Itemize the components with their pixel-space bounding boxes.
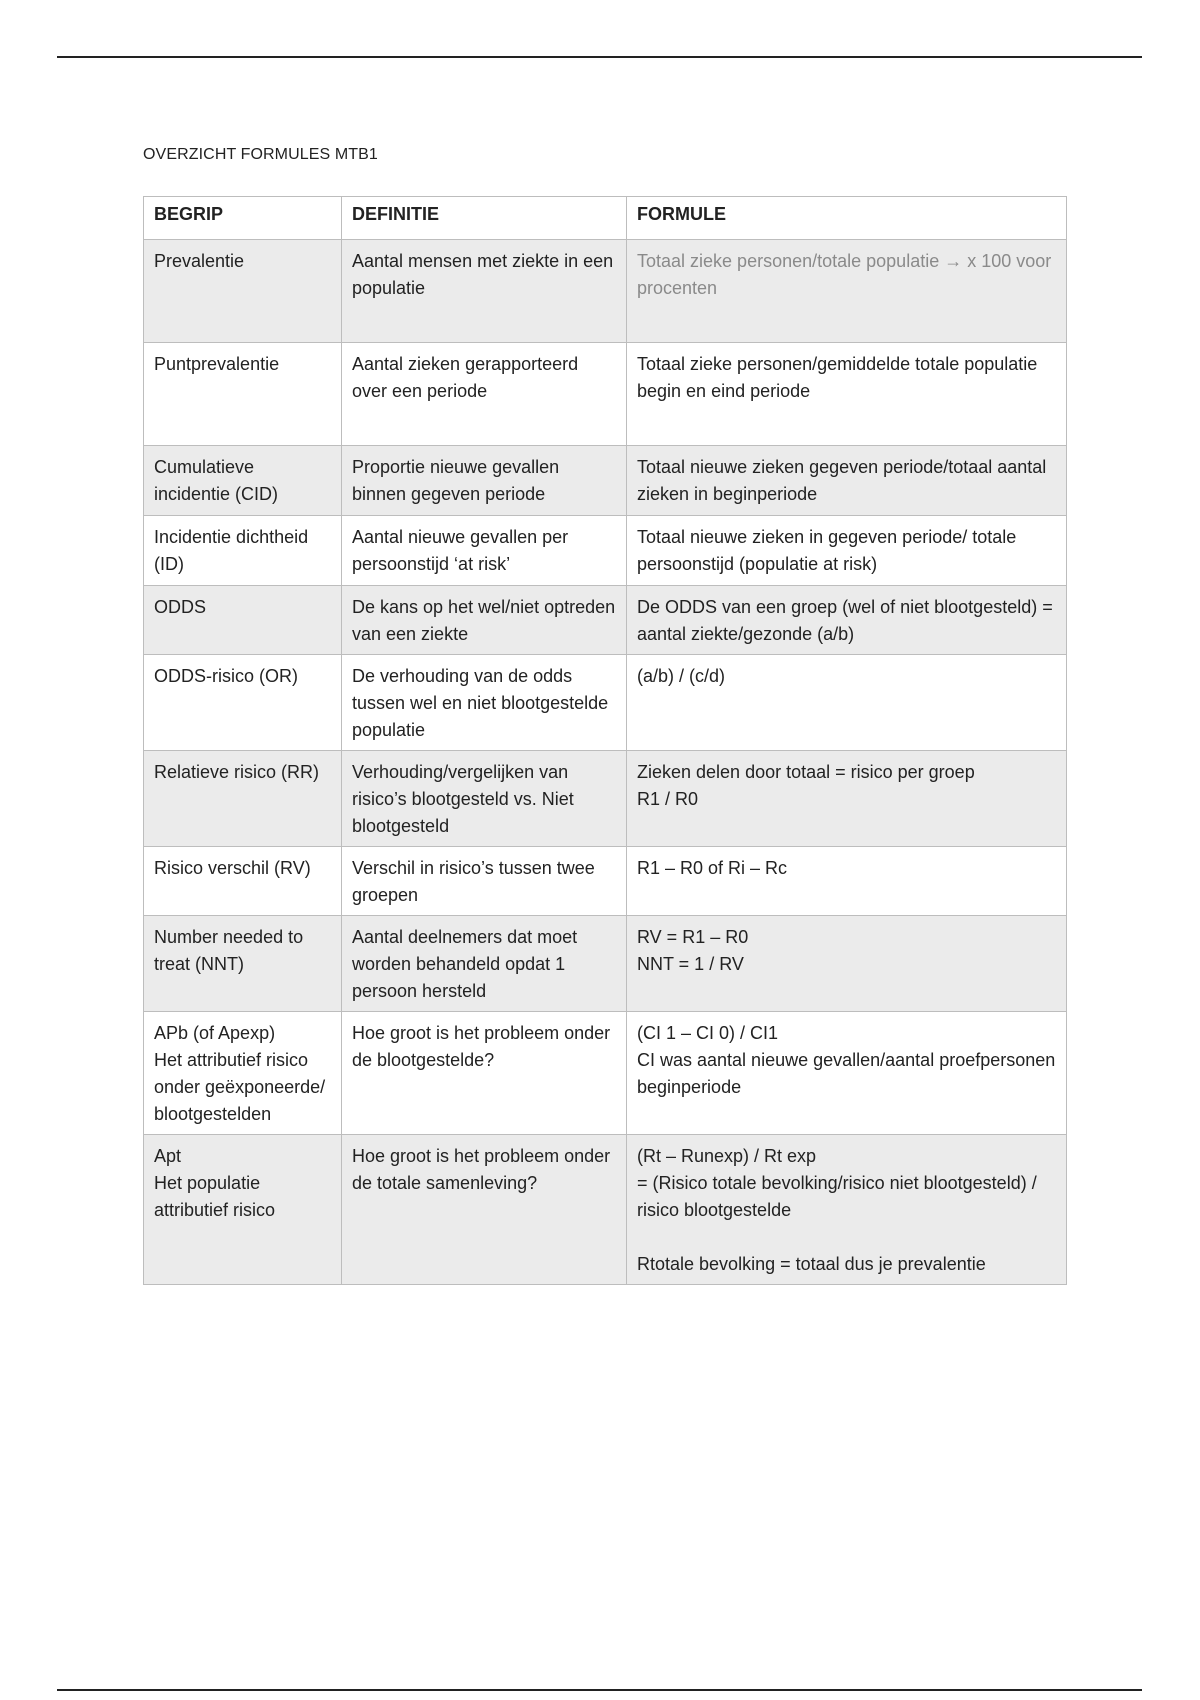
cell-line: Totaal zieke personen/gemiddelde totale populatie begin en eind periode <box>637 354 1038 401</box>
cell-line: ODDS <box>154 597 207 617</box>
cell-begrip <box>144 1012 342 1135</box>
table-row <box>144 655 1067 751</box>
table-row <box>144 751 1067 847</box>
header-definitie: DEFINITIE <box>342 197 627 240</box>
cell-begrip <box>144 240 342 343</box>
cell-formule <box>627 446 1067 516</box>
cell-formule <box>627 1012 1067 1135</box>
table-row <box>144 446 1067 516</box>
cell-begrip <box>144 847 342 916</box>
cell-line: R1 / R0 <box>637 789 699 809</box>
cell-line: RV = R1 – R0 <box>637 927 749 947</box>
cell-definitie <box>342 516 627 586</box>
cell-line: Zieken delen door totaal = risico per groep <box>637 762 975 782</box>
cell-line: Totaal zieke personen/totale populatie → x 100 voor procenten <box>637 251 1052 298</box>
cell-begrip <box>144 751 342 847</box>
cell-formule <box>627 343 1067 446</box>
cell-line: Totaal nieuwe zieken gegeven periode/totaal aantal zieken in beginperiode <box>637 457 1047 504</box>
table-header-row <box>144 197 1067 240</box>
header-formule: FORMULE <box>627 197 1067 240</box>
cell-begrip <box>144 343 342 446</box>
cell-definitie <box>342 847 627 916</box>
cell-definitie <box>342 751 627 847</box>
cell-line: Het populatie attributief risico <box>154 1173 276 1220</box>
cell-line: Rtotale bevolking = totaal dus je prevalentie <box>637 1254 986 1274</box>
cell-formule <box>627 586 1067 655</box>
table-row <box>144 516 1067 586</box>
cell-line: Totaal nieuwe zieken in gegeven periode/ totale persoonstijd (populatie at risk) <box>637 527 1017 574</box>
cell-line: Verschil in risico’s tussen twee groepen <box>352 858 595 905</box>
cell-formule <box>627 916 1067 1012</box>
cell-definitie <box>342 1135 627 1285</box>
cell-line: Relatieve risico (RR) <box>154 762 320 782</box>
page-top-rule <box>57 56 1142 58</box>
cell-definitie <box>342 1012 627 1135</box>
cell-line: CI was aantal nieuwe gevallen/aantal proefpersonen beginperiode <box>637 1050 1056 1097</box>
formulas-table <box>143 196 1067 1285</box>
cell-formule <box>627 655 1067 751</box>
cell-formule <box>627 751 1067 847</box>
table-row <box>144 586 1067 655</box>
document-title: OVERZICHT FORMULES MTB1 <box>143 146 378 163</box>
cell-begrip <box>144 446 342 516</box>
cell-begrip <box>144 655 342 751</box>
cell-definitie <box>342 343 627 446</box>
cell-line: De verhouding van de odds tussen wel en niet blootgestelde populatie <box>352 666 609 740</box>
cell-line: Incidentie dichtheid (ID) <box>154 527 309 574</box>
cell-line: Number needed to treat (NNT) <box>154 927 304 974</box>
cell-definitie <box>342 240 627 343</box>
cell-line: De ODDS van een groep (wel of niet blootgesteld) = aantal ziekte/gezonde (a/b) <box>637 597 1053 644</box>
cell-line: (Rt – Runexp) / Rt exp <box>637 1146 817 1166</box>
cell-begrip <box>144 1135 342 1285</box>
cell-line: Aantal nieuwe gevallen per persoonstijd ‘at risk’ <box>352 527 569 574</box>
cell-line: Aantal zieken gerapporteerd over een periode <box>352 354 579 401</box>
cell-line: = (Risico totale bevolking/risico niet blootgesteld) / risico blootgestelde <box>637 1173 1037 1220</box>
cell-formule <box>627 240 1067 343</box>
table-row <box>144 916 1067 1012</box>
cell-formule <box>627 847 1067 916</box>
table-row <box>144 240 1067 343</box>
cell-formule <box>627 1135 1067 1285</box>
cell-definitie <box>342 446 627 516</box>
cell-line: NNT = 1 / RV <box>637 954 744 974</box>
cell-line: (a/b) / (c/d) <box>637 666 726 686</box>
table-row <box>144 1135 1067 1285</box>
cell-line: Prevalentie <box>154 251 245 271</box>
cell-line: Hoe groot is het probleem onder de totale samenleving? <box>352 1146 611 1193</box>
cell-begrip <box>144 516 342 586</box>
cell-blank-line <box>637 1224 1056 1251</box>
cell-line: Het attributief risico onder geëxponeerde/ blootgestelden <box>154 1050 326 1124</box>
cell-formule <box>627 516 1067 586</box>
cell-line: Apt <box>154 1146 182 1166</box>
cell-line: Hoe groot is het probleem onder de blootgestelde? <box>352 1023 611 1070</box>
cell-line: Cumulatieve incidentie (CID) <box>154 457 279 504</box>
cell-begrip <box>144 916 342 1012</box>
cell-definitie <box>342 586 627 655</box>
cell-line: Verhouding/vergelijken van risico’s blootgesteld vs. Niet blootgesteld <box>352 762 574 836</box>
cell-line: Aantal deelnemers dat moet worden behandeld opdat 1 persoon hersteld <box>352 927 578 1001</box>
cell-line: R1 – R0 of Ri – Rc <box>637 858 788 878</box>
cell-line: Proportie nieuwe gevallen binnen gegeven periode <box>352 457 560 504</box>
table-row <box>144 847 1067 916</box>
cell-line: APb (of Apexp) <box>154 1023 276 1043</box>
page-bottom-rule <box>57 1689 1142 1691</box>
cell-line: De kans op het wel/niet optreden van een ziekte <box>352 597 616 644</box>
cell-line: Puntprevalentie <box>154 354 280 374</box>
cell-line: Risico verschil (RV) <box>154 858 311 878</box>
table-row <box>144 1012 1067 1135</box>
cell-line: Aantal mensen met ziekte in een populatie <box>352 251 614 298</box>
cell-line: ODDS-risico (OR) <box>154 666 298 686</box>
cell-definitie <box>342 916 627 1012</box>
cell-begrip <box>144 586 342 655</box>
header-begrip: BEGRIP <box>144 197 342 240</box>
table-row <box>144 343 1067 446</box>
cell-line: (CI 1 – CI 0) / CI1 <box>637 1023 779 1043</box>
cell-definitie <box>342 655 627 751</box>
